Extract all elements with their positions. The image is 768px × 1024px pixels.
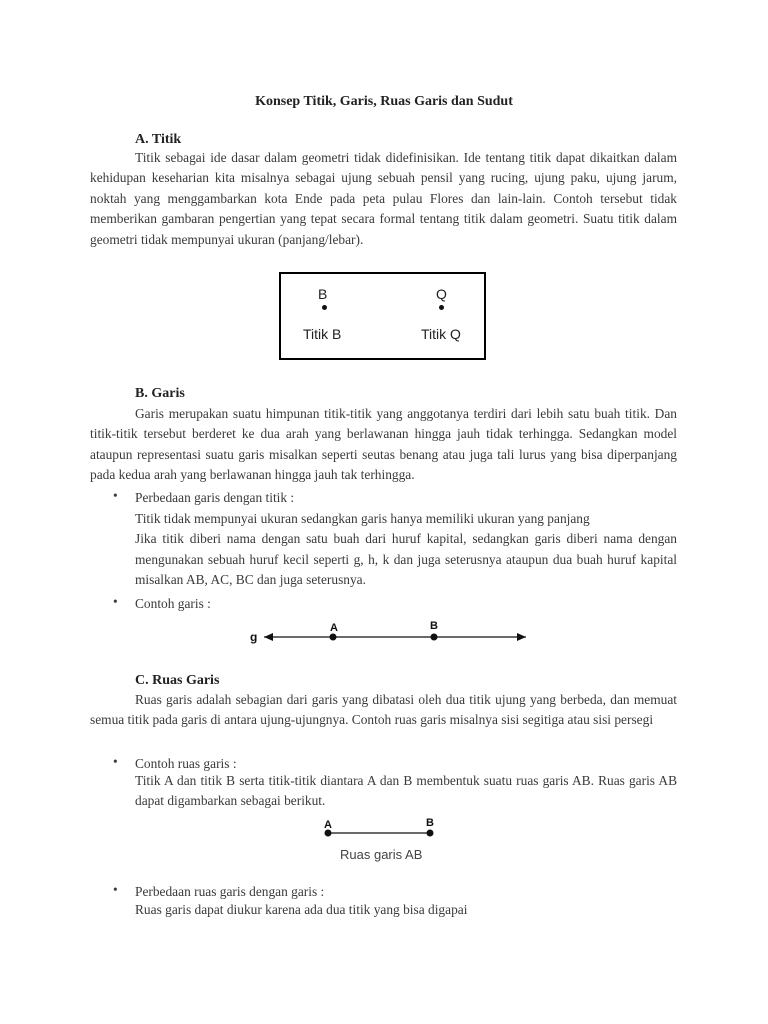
point-b-label: B	[430, 620, 438, 632]
section-c-text: Ruas garis adalah sebagian dari garis yang dibatasi oleh dua titik ujung yang berbeda, dan memuat semua titik pada garis di antara ujung-ujungnya. Contoh ruas garis misalnya sisi segitiga atau sisi persegi	[90, 692, 677, 728]
section-b-bullet1-line1: Titik tidak mempunyai ukuran sedangkan garis hanya memiliki ukuran yang panjang	[135, 511, 590, 526]
bullet-icon: •	[113, 488, 118, 503]
left-arrowhead	[264, 633, 273, 641]
point-b-dot	[431, 634, 438, 641]
section-c-heading: C. Ruas Garis	[135, 673, 220, 688]
point-b-letter: B	[318, 286, 328, 302]
line-g-label: g	[250, 630, 258, 644]
ruas-garis-figure	[318, 812, 442, 842]
point-q-caption: Titik Q	[421, 326, 461, 342]
section-c-bullet2-label: Perbedaan ruas garis dengan garis :	[135, 884, 325, 899]
section-b-paragraph	[90, 404, 677, 486]
point-q-letter: Q	[436, 286, 447, 302]
bullet-icon: •	[113, 594, 118, 609]
ruas-garis-caption: Ruas garis AB	[340, 847, 423, 862]
section-a-text: Titik sebagai ide dasar dalam geometri tidak didefinisikan. Ide tentang titik dapat dikaitkan dalam kehidupan keseharian kita misalnya sebagai ujung sebuah pensil yang rucing, ujung paku, ujung jarum, noktah yang menggambarkan kota Ende pada peta pulau Flores dan lain-lain. Contoh tersebut tidak memberikan gambaran pengertian yang tepat secara formal tentang titik dalam geometri. Suatu titik dalam geometri tidak mempunyai ukuran (panjang/lebar).	[90, 150, 677, 247]
point-a-label: A	[330, 622, 338, 634]
point-b-caption: Titik B	[303, 326, 342, 342]
titik-figure	[279, 272, 486, 360]
point-b-dot	[322, 305, 327, 310]
section-b-bullet1-body	[135, 509, 677, 591]
section-b-bullet1-line2: Jika titik diberi nama dengan satu buah dari huruf kapital, sedangkan garis diberi nama dengan mengunakan sebuah huruf kecil seperti g, h, k dan juga seterusnya ataupun dua buah huruf kapital misalkan AB, AC, BC dan juga seterusnya.	[135, 531, 677, 588]
point-b-label: B	[426, 817, 434, 829]
bullet-icon: •	[113, 754, 118, 769]
section-a-paragraph	[90, 148, 677, 250]
page-title: Konsep Titik, Garis, Ruas Garis dan Sudut	[255, 94, 513, 109]
garis-figure	[244, 614, 534, 650]
section-b-bullet1-label: Perbedaan garis dengan titik :	[135, 490, 295, 505]
section-c-bullet2-body	[135, 900, 677, 920]
section-c-bullet2-text: Ruas garis dapat diukur karena ada dua titik yang bisa digapai	[135, 902, 468, 917]
section-a-heading: A. Titik	[135, 132, 182, 147]
section-c-bullet1-label: Contoh ruas garis :	[135, 756, 237, 771]
section-b-text: Garis merupakan suatu himpunan titik-titik yang anggotanya terdiri dari lebih satu buah titik. Dan titik-titik tersebut berderet ke dua arah yang berlawanan hingga jauh tidak terhingga. Sedangkan model ataupun representasi suatu garis misalkan seperti seutas benang atau juga tali lurus yang bisa diperpanjang pada kedua arah yang berlawanan hingga jauh tak terhingga.	[90, 406, 677, 483]
point-a-label: A	[324, 819, 332, 831]
point-q-dot	[439, 305, 444, 310]
section-c-bullet1-body	[135, 771, 677, 812]
section-b-heading: B. Garis	[135, 386, 185, 401]
point-a-dot	[330, 634, 337, 641]
point-b-dot	[427, 830, 434, 837]
right-arrowhead	[517, 633, 526, 641]
bullet-icon: •	[113, 882, 118, 897]
section-c-bullet1-text: Titik A dan titik B serta titik-titik diantara A dan B membentuk suatu ruas garis AB. Ruas garis AB dapat digambarkan sebagai berikut.	[135, 773, 677, 809]
section-c-paragraph	[90, 690, 677, 731]
section-b-bullet2-label: Contoh garis :	[135, 596, 211, 611]
